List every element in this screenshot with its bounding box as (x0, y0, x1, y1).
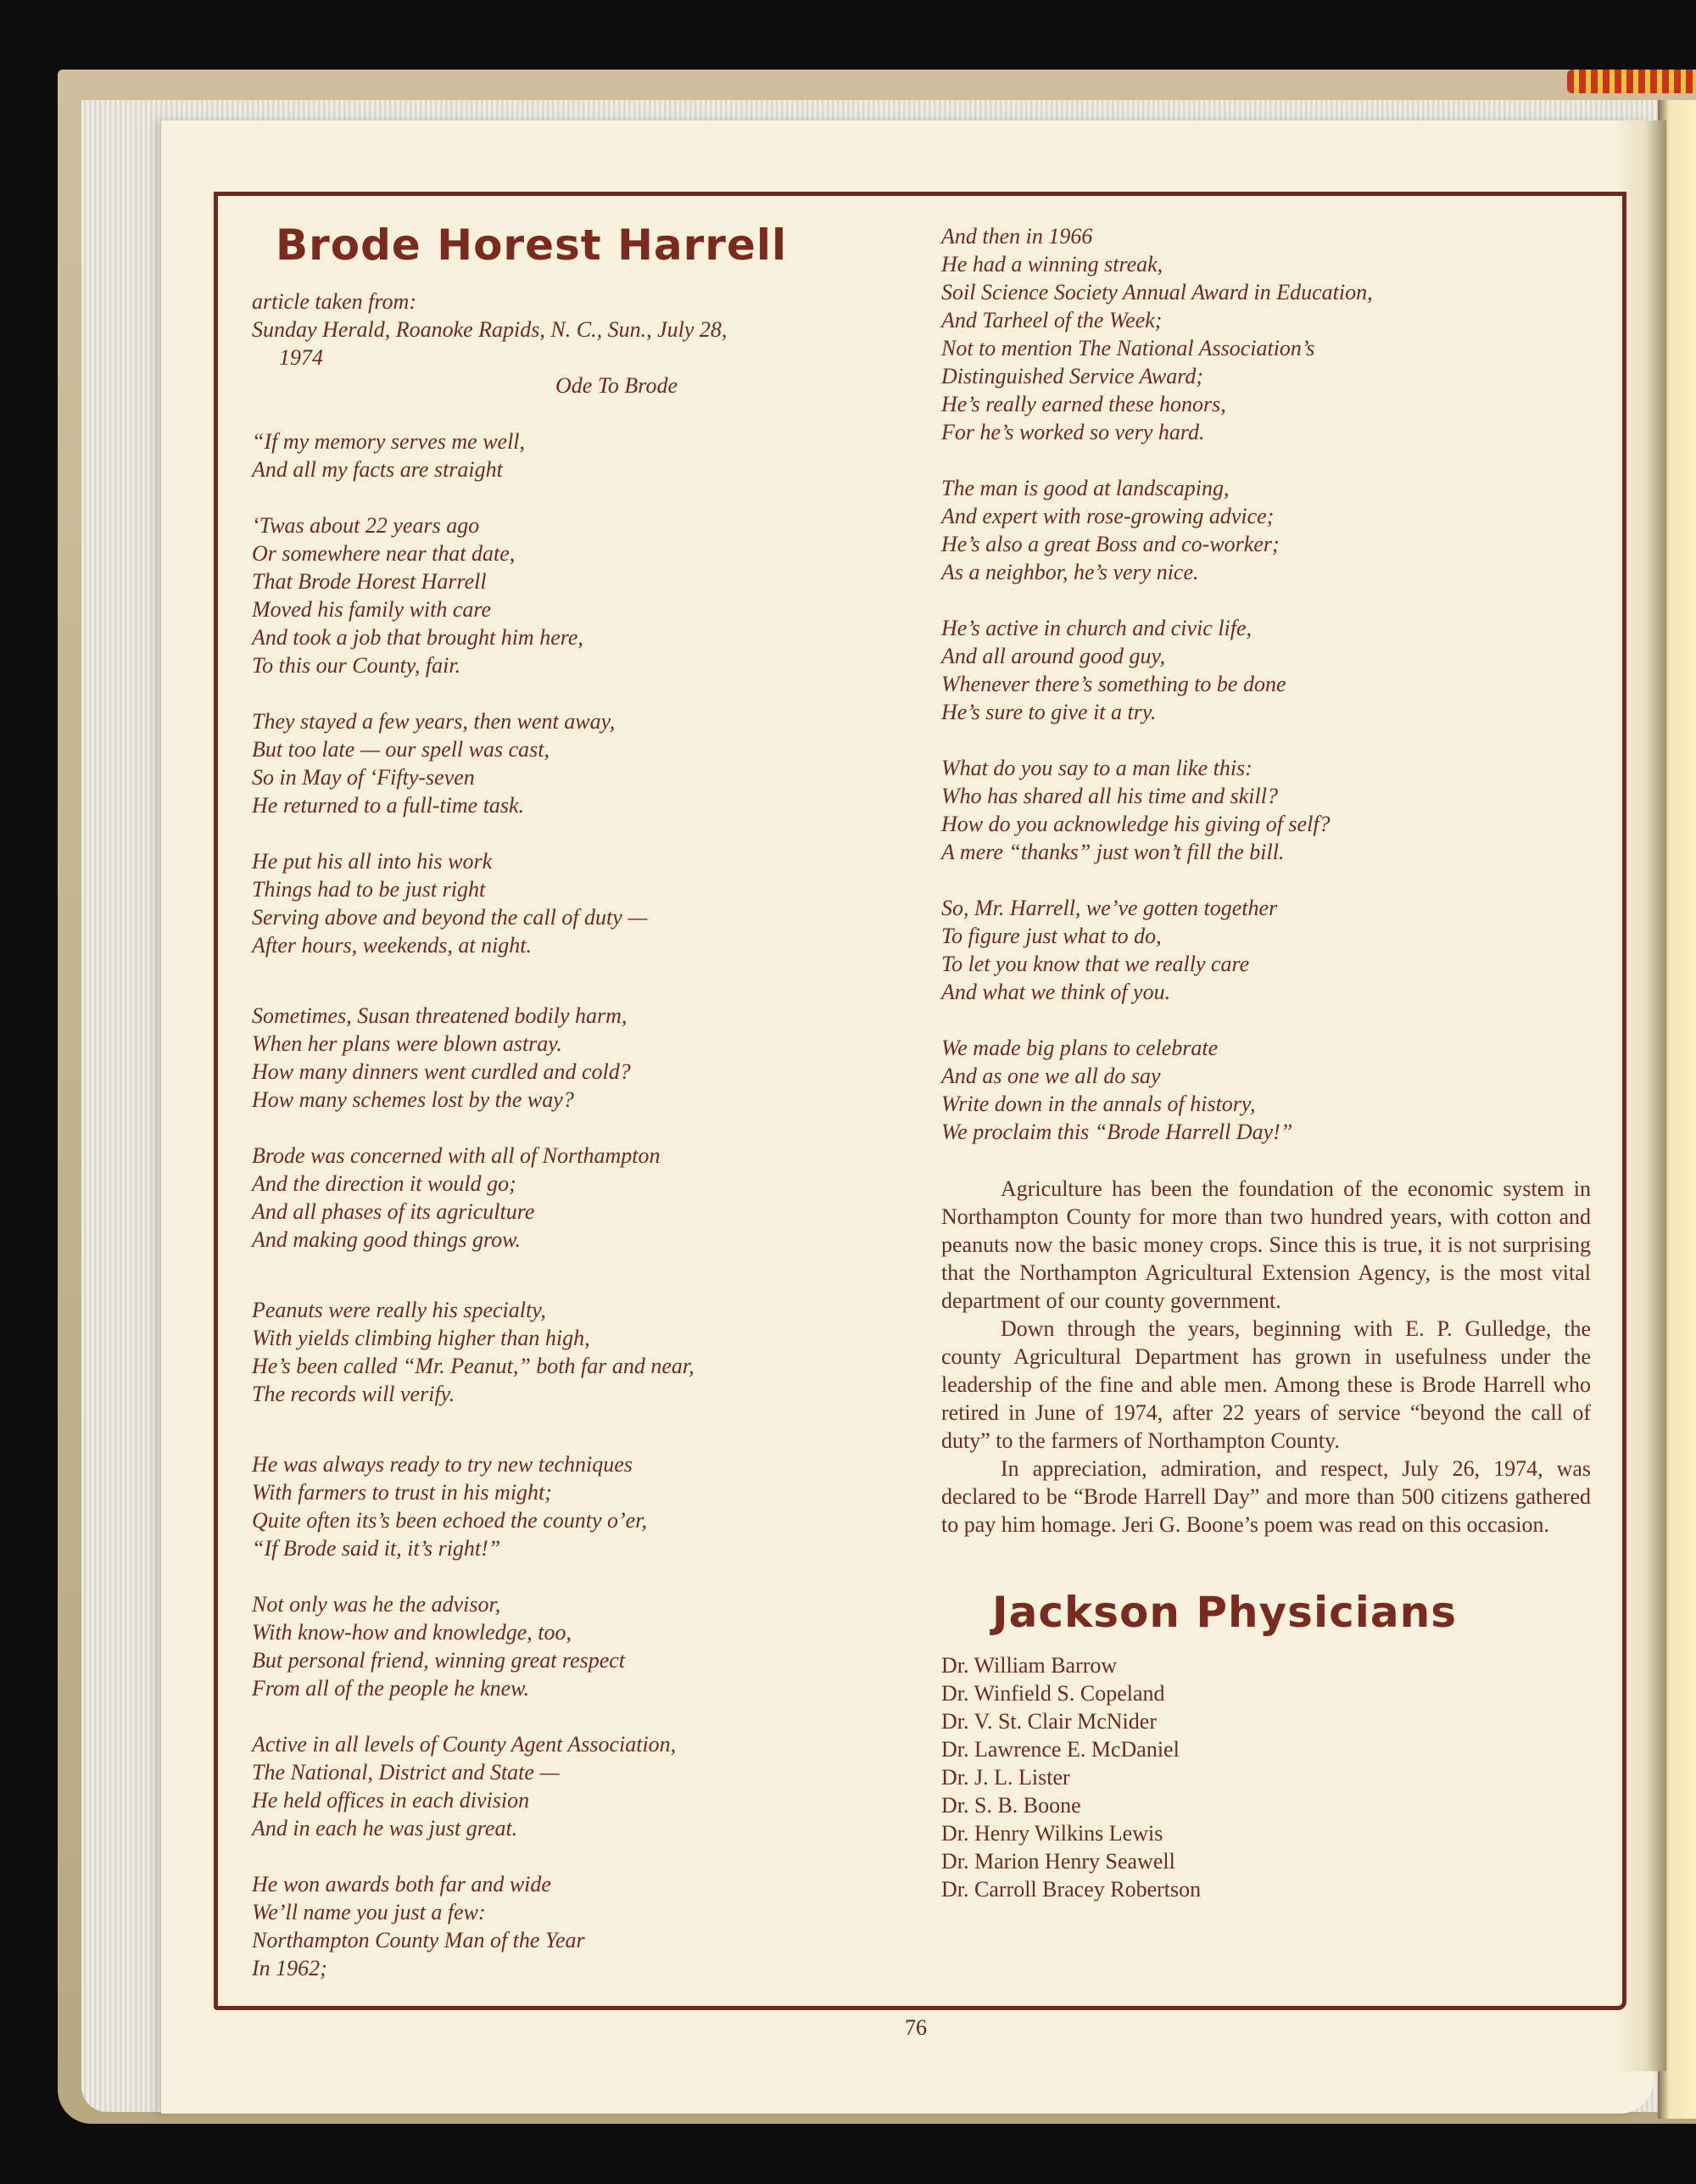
page-number: 76 (905, 2015, 927, 2040)
poem-line: Sometimes, Susan threatened bodily harm, (252, 1003, 628, 1028)
physician-item: Dr. Carroll Bracey Robertson (941, 1877, 1202, 1902)
poem-line: “If Brode said it, it’s right!” (252, 1536, 501, 1561)
book-headband (1567, 70, 1696, 93)
article-prose (941, 1175, 1591, 1539)
poem-line: After hours, weekends, at night. (252, 933, 533, 958)
source-line: Sunday Herald, Roanoke Rapids, N. C., Sun., July 28, (252, 317, 728, 342)
right-column (941, 222, 1591, 1903)
poem-stanza (941, 222, 1591, 446)
poem-line: Active in all levels of County Agent Association, (252, 1732, 677, 1757)
poem-line: From all of the people he knew. (252, 1676, 530, 1701)
poem-line: Things had to be just right (252, 877, 486, 902)
poem-stanza (252, 1142, 930, 1254)
poem-line: And all phases of its agriculture (252, 1199, 535, 1224)
prose-paragraph: Down through the years, beginning with E. P. Gulledge, the county Agricultural Department has grown in usefulness under the leadership of the fine and able men. Among these is Brode Harrell who retired in June of 1974, after 22 years of service “beyond the call of duty” to the farmers of Northampton County. (941, 1316, 1591, 1453)
poem-stanza (252, 1450, 930, 1562)
poem-stanza (941, 894, 1591, 1006)
poem-line: ‘Twas about 22 years ago (252, 513, 480, 538)
poem-line: How many dinners went curdled and cold? (252, 1059, 631, 1084)
poem-line: Quite often its’s been echoed the county o’er, (252, 1508, 647, 1533)
poem-stanza (252, 707, 930, 819)
poem-stanza (252, 1870, 930, 1982)
poem-line: But too late — our spell was cast, (252, 737, 550, 762)
physician-item: Dr. Lawrence E. McDaniel (941, 1737, 1180, 1762)
poem-line: How do you acknowledge his giving of self? (941, 812, 1331, 836)
poem-stanza (252, 427, 930, 483)
poem-line: How many schemes lost by the way? (252, 1087, 574, 1112)
poem-line: He’s also a great Boss and co-worker; (941, 532, 1280, 556)
physician-item: Dr. Winfield S. Copeland (941, 1681, 1165, 1706)
poem-line: He’s been called “Mr. Peanut,” both far and near, (252, 1354, 695, 1378)
poem-line: We proclaim this “Brode Harrell Day!” (941, 1120, 1293, 1144)
physician-item: Dr. William Barrow (941, 1653, 1118, 1678)
physician-item: Dr. S. B. Boone (941, 1793, 1081, 1818)
poem-line: To let you know that we really care (941, 952, 1250, 976)
poem-line: That Brode Horest Harrell (252, 569, 487, 594)
prose-paragraph: Agriculture has been the foundation of the economic system in Northampton County for more than two hundred years, with cotton and peanuts now the basic money crops. Since this is true, it is not surprising that the Northampton Agricultural Extension Agency, is the most vital department of our county government. (941, 1176, 1591, 1313)
poem-line: He won awards both far and wide (252, 1872, 551, 1896)
physicians-list (941, 1651, 1591, 1903)
poem-line: He’s really earned these honors, (941, 392, 1226, 416)
poem-line: With yields climbing higher than high, (252, 1326, 590, 1350)
poem-right (941, 222, 1591, 1146)
poem-line: Moved his family with care (252, 597, 492, 622)
section-title: Jackson Physicians (992, 1588, 1457, 1637)
poem-line: To this our County, fair. (252, 653, 461, 678)
physician-item: Dr. Marion Henry Seawell (941, 1849, 1175, 1874)
poem-line: And making good things grow. (252, 1227, 522, 1252)
poem-stanza (252, 847, 930, 959)
poem-line: Who has shared all his time and skill? (941, 784, 1278, 808)
poem-line: Peanuts were really his specialty, (252, 1298, 546, 1322)
poem-stanza (941, 474, 1591, 586)
poem-line: And expert with rose-growing advice; (941, 504, 1275, 528)
poem-line: For he’s worked so very hard. (941, 420, 1205, 444)
article-title: Brode Horest Harrell (276, 221, 788, 270)
poem-line: He’s sure to give it a try. (941, 700, 1157, 724)
poem-line: Soil Science Society Annual Award in Education, (941, 280, 1373, 304)
poem-line: But personal friend, winning great respect (252, 1648, 626, 1673)
poem-line: Not to mention The National Association’s (941, 336, 1315, 360)
poem-line: Serving above and beyond the call of duty — (252, 905, 648, 930)
poem-line: Not only was he the advisor, (252, 1592, 501, 1617)
source-line: 1974 (279, 345, 323, 370)
physician-item: Dr. Henry Wilkins Lewis (941, 1821, 1163, 1846)
poem-line: Northampton County Man of the Year (252, 1928, 585, 1952)
poem-stanza (252, 1002, 930, 1114)
poem-line: He held offices in each division (252, 1788, 530, 1813)
poem-line: With know-how and knowledge, too, (252, 1620, 572, 1645)
poem-line: And in each he was just great. (252, 1816, 518, 1840)
poem-stanza (252, 1590, 930, 1702)
poem-stanza (941, 1034, 1591, 1146)
physician-item: Dr. J. L. Lister (941, 1765, 1070, 1790)
poem-title: Ode To Brode (555, 373, 678, 398)
poem-line: To figure just what to do, (941, 924, 1162, 948)
poem-line: Or somewhere near that date, (252, 541, 516, 566)
poem-line: He’s active in church and civic life, (941, 616, 1252, 640)
source-line: article taken from: (252, 289, 416, 314)
poem-line: They stayed a few years, then went away, (252, 709, 616, 734)
prose-paragraph: In appreciation, admiration, and respect, July 26, 1974, was declared to be “Brode Harrell Day” and more than 500 citizens gathered to pay him homage. Jeri G. Boone’s poem was read on this occasion. (941, 1456, 1591, 1537)
poem-line: And the direction it would go; (252, 1171, 516, 1196)
physician-item: Dr. V. St. Clair McNider (941, 1709, 1157, 1734)
poem-line: And as one we all do say (941, 1064, 1161, 1088)
poem-line: We’ll name you just a few: (252, 1900, 486, 1924)
poem-line: With farmers to trust in his might; (252, 1480, 552, 1505)
poem-stanza (941, 754, 1591, 866)
poem-line: Distinguished Service Award; (941, 364, 1204, 388)
left-column (252, 222, 930, 2010)
poem-line: The National, District and State — (252, 1760, 560, 1785)
poem-line: And Tarheel of the Week; (941, 308, 1163, 332)
poem-line: The records will verify. (252, 1382, 455, 1406)
poem-line: He had a winning streak, (941, 252, 1163, 276)
poem-line: Brode was concerned with all of Northampton (252, 1143, 661, 1168)
article-source (252, 288, 930, 399)
poem-left (252, 427, 930, 1982)
poem-stanza (941, 614, 1591, 726)
poem-line: He was always ready to try new techniques (252, 1452, 633, 1477)
poem-stanza (252, 511, 930, 679)
poem-stanza (252, 1296, 930, 1408)
poem-line: When her plans were blown astray. (252, 1031, 562, 1056)
poem-line: We made big plans to celebrate (941, 1036, 1219, 1060)
poem-line: The man is good at landscaping, (941, 476, 1230, 500)
poem-line: He returned to a full-time task. (252, 793, 525, 818)
poem-line: What do you say to a man like this: (941, 756, 1252, 780)
poem-line: Write down in the annals of history, (941, 1092, 1256, 1116)
poem-line: And what we think of you. (941, 980, 1171, 1004)
poem-line: So in May of ‘Fifty-seven (252, 765, 475, 790)
poem-line: So, Mr. Harrell, we’ve gotten together (941, 896, 1278, 920)
poem-line: As a neighbor, he’s very nice. (941, 560, 1199, 584)
poem-line: “If my memory serves me well, (252, 429, 526, 454)
poem-line: And all around good guy, (941, 644, 1166, 668)
poem-line: He put his all into his work (252, 849, 493, 874)
poem-stanza (252, 1730, 930, 1842)
poem-line: Whenever there’s something to be done (941, 672, 1286, 696)
poem-line: In 1962; (252, 1956, 327, 1980)
poem-line: And then in 1966 (941, 224, 1093, 249)
poem-line: And took a job that brought him here, (252, 625, 583, 650)
poem-line: A mere “thanks” just won’t fill the bill. (941, 840, 1285, 864)
poem-line: And all my facts are straight (252, 457, 503, 482)
